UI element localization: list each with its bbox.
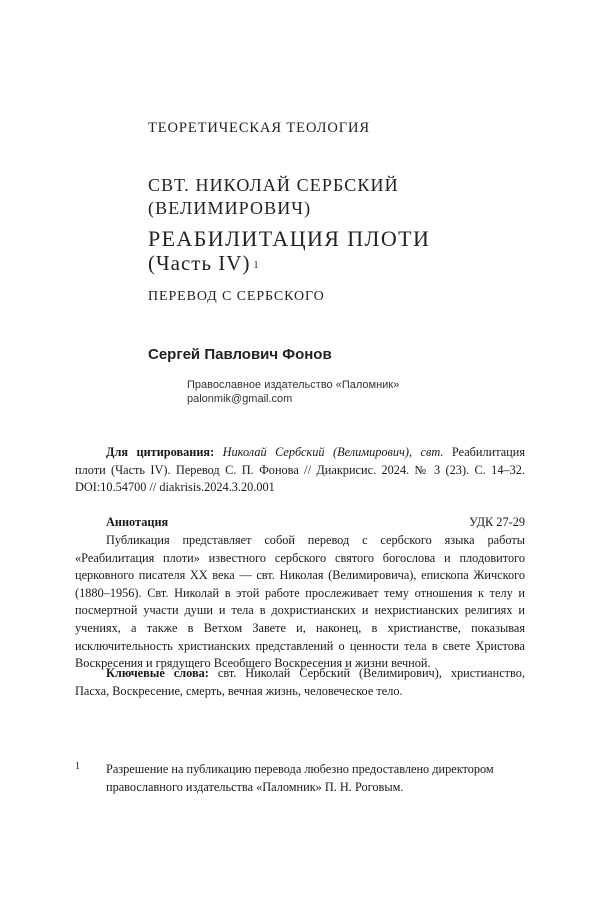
keywords-label: Ключевые слова: — [106, 666, 209, 680]
article-subtitle-text: (Часть IV) — [148, 251, 251, 275]
translator-name: Сергей Павлович Фонов — [148, 346, 332, 363]
translator-email[interactable]: palonmik@gmail.com — [187, 393, 293, 405]
article-author-line2: (ВЕЛИМИРОВИЧ) — [148, 198, 312, 218]
keywords-paragraph — [75, 665, 525, 700]
article-author — [148, 174, 399, 220]
footnote-mark: 1 — [75, 761, 80, 772]
article-author-line1: СВТ. НИКОЛАЙ СЕРБСКИЙ — [148, 175, 399, 195]
footnote-text: Разрешение на публикацию перевода любезно предоставлено директором православного издательства «Паломник» П. Н. Роговым. — [106, 762, 494, 794]
section-heading: ТЕОРЕТИЧЕСКАЯ ТЕОЛОГИЯ — [148, 120, 370, 136]
keywords-text: свт. Николай Сербский (Велимирович), христианство, Пасха, Воскресение, смерть, вечная жизнь, человеческое тело. — [75, 666, 525, 698]
article-subtitle — [148, 250, 259, 276]
citation-label: Для цитирования: — [106, 445, 215, 459]
translator-affiliation-block — [187, 378, 399, 406]
udc-code: УДК 27-29 — [469, 515, 525, 529]
footnote-ref[interactable]: 1 — [253, 260, 260, 271]
translator-affiliation: Православное издательство «Паломник» — [187, 379, 400, 391]
citation-paragraph — [75, 444, 525, 497]
abstract-text: Публикация представляет собой перевод с сербского языка работы «Реабилитация плоти» известного сербского святого богослова и плодовитого церковного писателя XX века — свт. Николая (Велимировича), епископа Жичского (1880–1956). Свт. Николай в этой работе прослеживает тему отношения к телу и посмертной участи души и тела в дохристианских и нехристианских религиях и учениях, а также в Ветхом Завете и, наконец, в христианстве, показывая исключительность христианских представлений о ценности тела в свете Христова Воскресения и грядущего Всеобщего Воскресения и жизни вечной. — [75, 533, 525, 671]
article-title: РЕАБИЛИТАЦИЯ ПЛОТИ — [148, 226, 431, 251]
citation-author: Николай Сербский (Велимирович), свт. — [222, 445, 444, 459]
translation-note: ПЕРЕВОД С СЕРБСКОГО — [148, 289, 325, 304]
abstract-heading: Аннотация — [106, 515, 169, 529]
citation-text: Реабилитация плоти (Часть IV). Перевод С. П. Фонова // Диакрисис. 2024. № 3 (23). С. 14–32. DOI:10.54700 // diakrisis.2024.3.20.001 — [75, 445, 526, 495]
